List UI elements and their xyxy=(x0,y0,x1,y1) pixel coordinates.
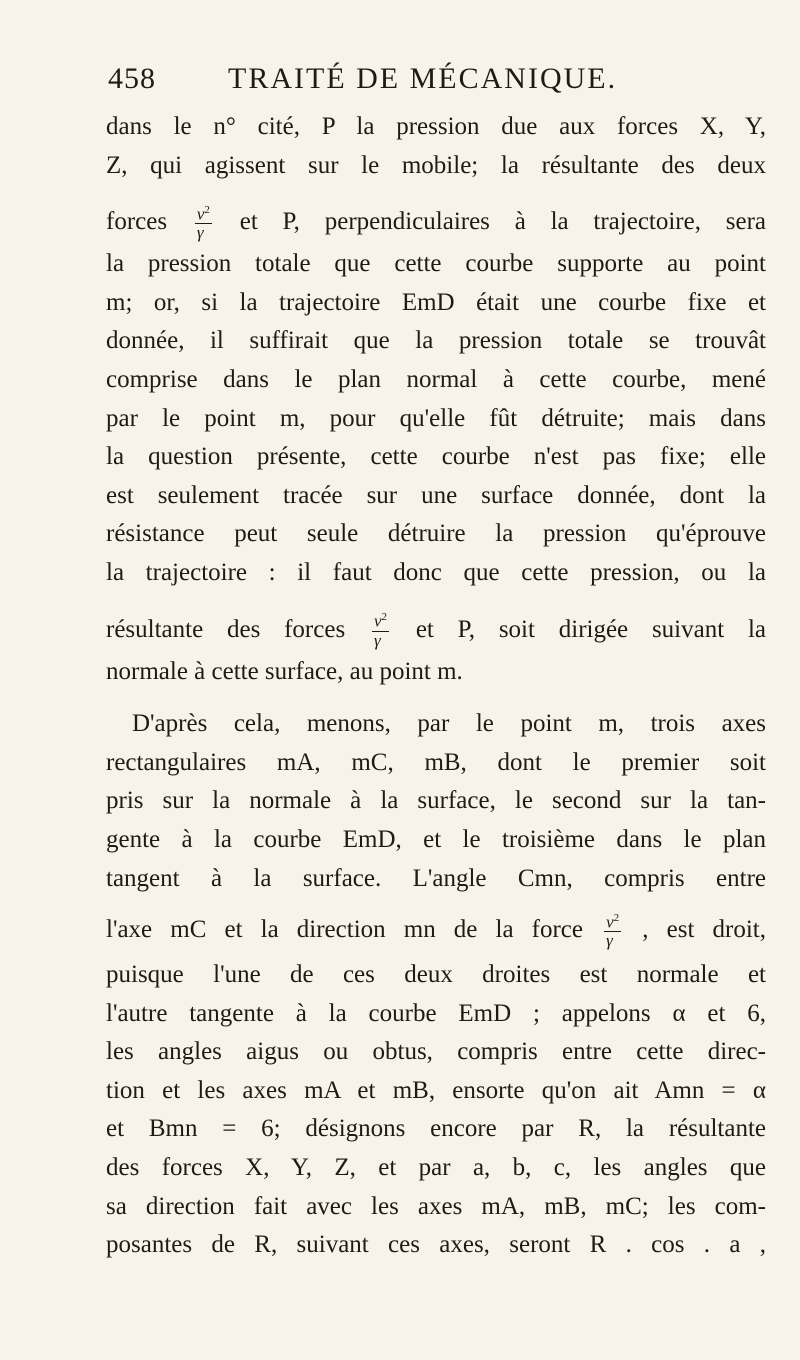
text-line: les angles aigus ou obtus, compris entre cette direc- xyxy=(106,1038,766,1066)
text-line: des forces X, Y, Z, et par a, b, c, les angles que xyxy=(106,1154,766,1182)
text-line: résistance peut seule détruire la pression qu'éprouve xyxy=(106,520,766,548)
text-line: rectangulaires mA, mC, mB, dont le premier soit xyxy=(106,748,766,776)
text-line: est seulement tracée sur une surface donnée, dont la xyxy=(106,481,766,509)
text-line: m; or, si la trajectoire EmD était une courbe fixe et xyxy=(106,288,766,316)
text-line: donnée, il suffirait que la pression totale se trouvât xyxy=(106,327,766,355)
text-line: posantes de R, suivant ces axes, seront R . cos . a , xyxy=(106,1231,766,1259)
fraction-numerator: $v^2$ xyxy=(195,201,212,225)
body-text xyxy=(106,108,766,1265)
text-line: et Bmn = 6; désignons encore par R, la résultante xyxy=(106,1115,766,1143)
text-line: dans le n° cité, P la pression due aux forces X, Y, xyxy=(106,113,766,140)
text-line: la trajectoire : il faut donc que cette pression, ou la xyxy=(106,558,766,586)
text-line: puisque l'une de ces deux droites est normale et xyxy=(106,961,766,989)
fraction-v2-over-gamma xyxy=(372,608,389,650)
text-line: gente à la courbe EmD, et le troisième dans le plan xyxy=(106,825,766,853)
text-segment: , est droit, xyxy=(642,916,766,944)
fraction-denominator: γ xyxy=(373,630,381,650)
fraction-denominator: γ xyxy=(606,931,613,951)
text-segment: résultante des forces xyxy=(106,615,346,643)
text-line: tion et les axes mA et mB, ensorte qu'on ait Amn = α xyxy=(106,1076,766,1104)
text-line: tangent à la surface. L'angle Cmn, compris entre xyxy=(106,864,766,892)
fraction-v2-over-gamma xyxy=(604,909,621,951)
page-number: 458 xyxy=(108,62,156,95)
fraction-numerator: $v^2$ xyxy=(604,909,621,933)
paragraph-start-line: D'après cela, menons, par le point m, trois axes xyxy=(132,710,766,738)
fraction-numerator: $v^2$ xyxy=(372,608,389,632)
text-line: sa direction fait avec les axes mA, mB, mC; les com- xyxy=(106,1192,766,1220)
fraction-v2-over-gamma xyxy=(195,201,212,243)
text-line: la question présente, cette courbe n'est pas fixe; elle xyxy=(106,443,766,471)
text-line: par le point m, pour qu'elle fût détruite; mais dans xyxy=(106,404,766,432)
text-line: l'autre tangente à la courbe EmD ; appelons α et 6, xyxy=(106,999,766,1027)
text-segment: et P, perpendiculaires à la trajectoire, sera xyxy=(239,208,767,236)
text-line: la pression totale que cette courbe supporte au point xyxy=(106,250,766,278)
text-segment: l'axe mC et la direction mn de la force xyxy=(106,916,584,944)
text-line: pris sur la normale à la surface, le second sur la tan- xyxy=(106,787,766,815)
text-line-with-fraction xyxy=(106,898,766,956)
text-line: comprise dans le plan normal à cette courbe, mené xyxy=(106,365,766,393)
text-line: Z, qui agissent sur le mobile; la résultante des deux xyxy=(106,151,766,179)
text-line-with-fraction xyxy=(106,185,766,245)
fraction-denominator: γ xyxy=(196,223,204,243)
text-segment: forces xyxy=(106,208,168,236)
text-line: normale à cette surface, au point m. xyxy=(106,657,463,685)
text-segment: et P, soit dirigée suivant la xyxy=(415,615,767,643)
text-line-with-fraction xyxy=(106,593,766,653)
running-title: TRAITÉ DE MÉCANIQUE. xyxy=(228,62,618,95)
